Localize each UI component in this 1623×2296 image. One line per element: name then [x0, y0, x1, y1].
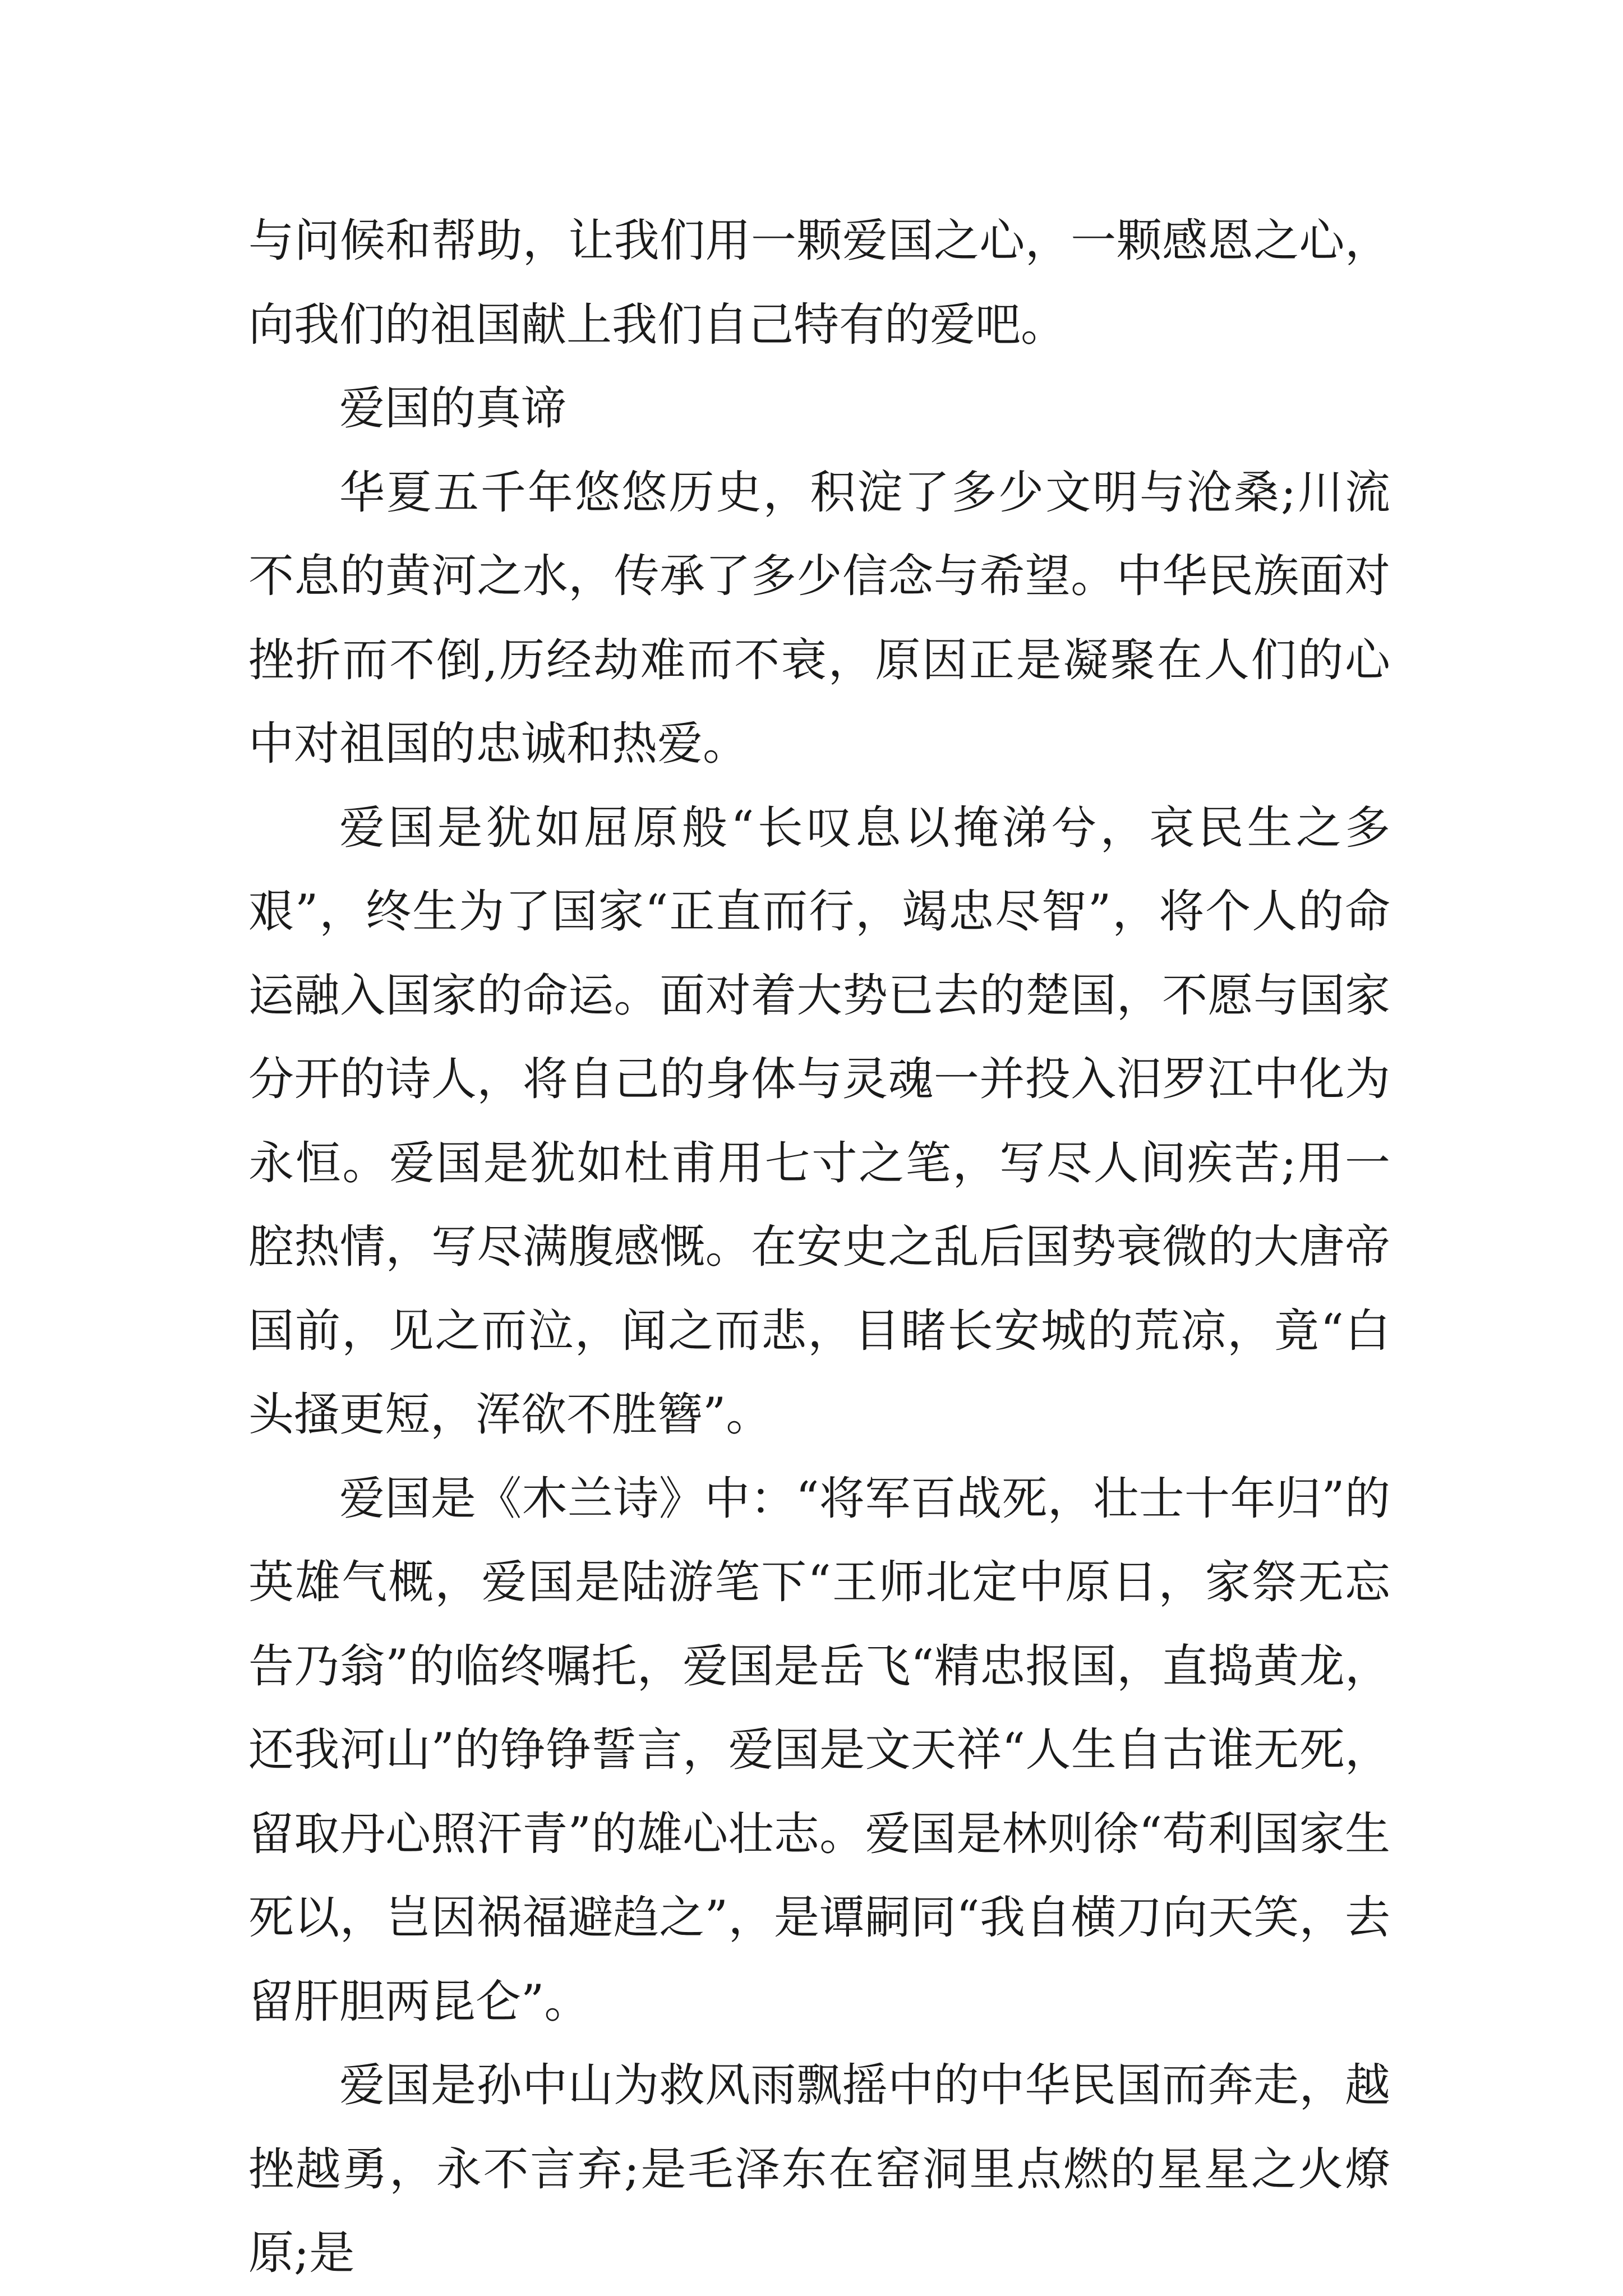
section-heading: 爱国的真谛	[339, 382, 567, 435]
paragraph-heroes: 爱国是《木兰诗》中：“将军百战死，壮士十年归”的英雄气概，爱国是陆游笔下“王师北定中原日，家祭无忘告乃翁”的临终嘱托，爱国是岳飞“精忠报国，直捣黄龙，还我河山”的铮铮誓言，爱国是文天祥“人生自古谁无死，留取丹心照汗青”的雄心壮志。爱国是林则徐“苟利国家生死以，岂因祸福避趋之”，是谭嗣同“我自横刀向天笑，去留肝胆两昆仑”。	[248, 1472, 1390, 2028]
paragraph-continuation: 与问候和帮助，让我们用一颗爱国之心，一颗感恩之心，向我们的祖国献上我们自己特有的爱吧。	[248, 215, 1390, 352]
paragraph-modern: 爱国是孙中山为救风雨飘摇中的中华民国而奔走，越挫越勇，永不言弃;是毛泽东在窑洞里点燃的星星之火燎原;是	[248, 2059, 1390, 2280]
paragraph-intro: 华夏五千年悠悠历史，积淀了多少文明与沧桑;川流不息的黄河之水，传承了多少信念与希望。中华民族面对挫折而不倒,历经劫难而不衰，原因正是凝聚在人们的心中对祖国的忠诚和热爱。	[248, 466, 1390, 771]
document-body	[248, 200, 1390, 2296]
paragraph-quyuan-dufu: 爱国是犹如屈原般“长叹息以掩涕兮，哀民生之多艰”，终生为了国家“正直而行，竭忠尽智”，将个人的命运融入国家的命运。面对着大势已去的楚国，不愿与国家分开的诗人，将自己的身体与灵魂一并投入汨罗江中化为永恒。爱国是犹如杜甫用七寸之笔，写尽人间疾苦;用一腔热情，写尽满腹感慨。在安史之乱后国势衰微的大唐帝国前，见之而泣，闻之而悲，目睹长安城的荒凉，竟“白头搔更短，浑欲不胜簪”。	[248, 801, 1390, 1441]
